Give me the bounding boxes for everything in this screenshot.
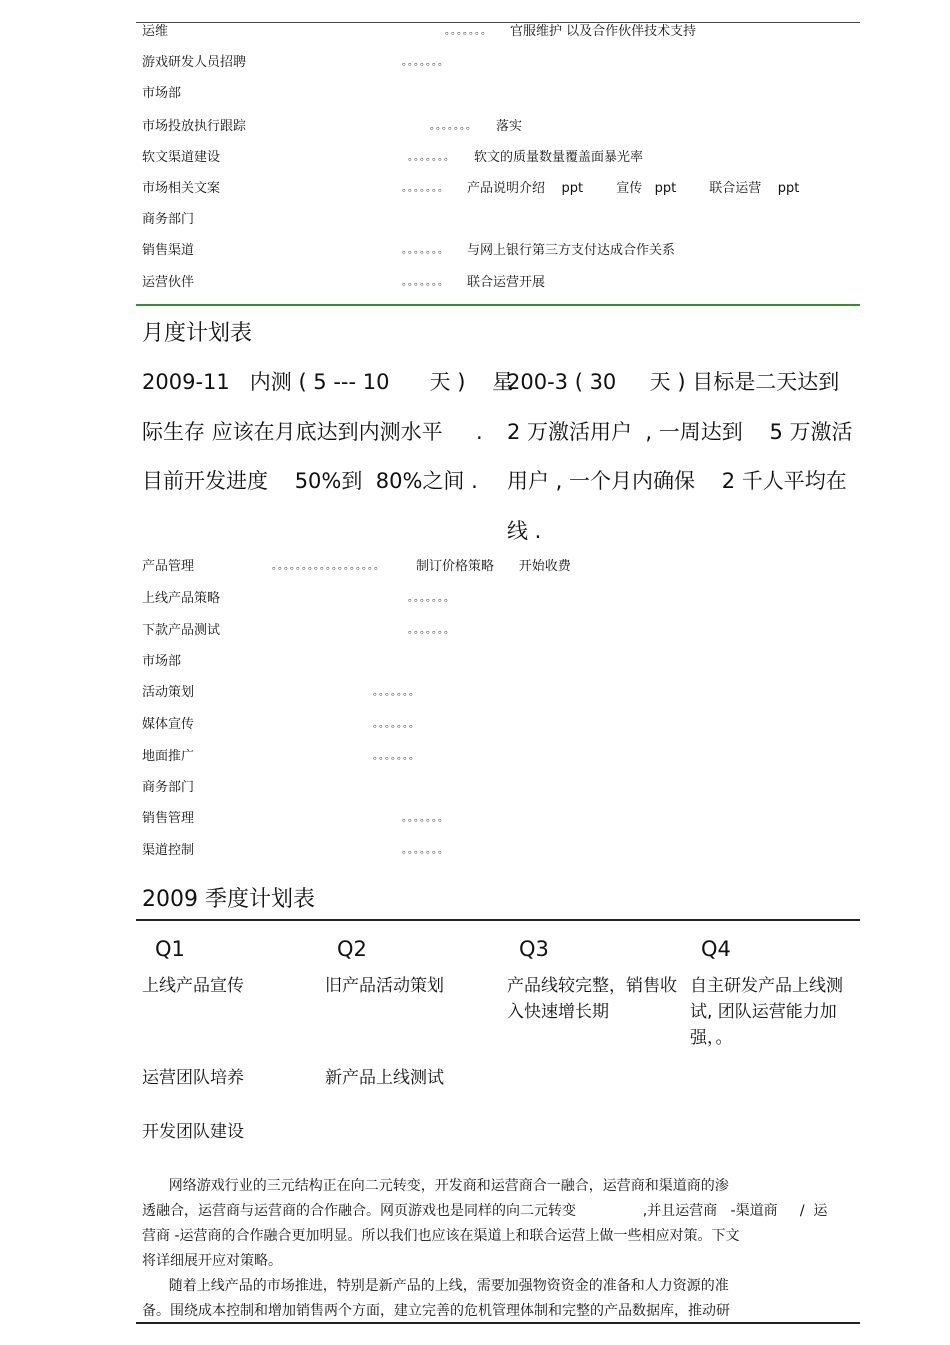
quarterly-plan-title: 2009 季度计划表 [142, 887, 315, 912]
task-detail: 官服维护 以及合作伙伴技术支持 [510, 24, 697, 39]
leader-dots: 。。。。。。。 [445, 26, 492, 37]
quarter-cell: 上线产品宣传 [142, 976, 244, 996]
department-label: 市场部 [142, 86, 182, 101]
monthly-right-line: 200-3 ( 30 天 ) 目标是二天达到 [507, 370, 840, 394]
leader-dots: 。。。。。。。 [402, 183, 449, 194]
leader-dots: 。。。。。。。 [402, 813, 449, 824]
quarter-header-q2: Q2 [337, 937, 367, 961]
quarter-cell: 产品线较完整，销售收入快速增长期 [507, 976, 677, 1022]
task-label: 销售渠道 [142, 243, 195, 258]
quarter-header-q4: Q4 [701, 937, 731, 961]
task-label: 软文渠道建设 [142, 150, 221, 165]
leader-dots: 。。。。。。。 [402, 245, 449, 256]
leader-dots: 。。。。。。。 [408, 593, 455, 604]
task-label: 销售管理 [142, 811, 195, 826]
body-paragraph-line: 随着上线产品的市场推进，特别是新产品的上线，需要加强物资资金的准备和人力资源的准 [142, 1278, 729, 1294]
green-rule [136, 304, 860, 306]
quarter-cell: 新产品上线测试 [325, 1068, 444, 1088]
task-detail: 制订价格策略 开始收费 [416, 559, 571, 574]
department-label: 商务部门 [142, 780, 195, 795]
monthly-plan-title: 月度计划表 [142, 321, 253, 346]
leader-dots: 。。。。。。。 [430, 121, 477, 132]
body-paragraph-line: 将详细展开应对策略。 [142, 1253, 282, 1269]
leader-dots: 。。。。。。。 [373, 719, 420, 730]
task-label: 运营伙伴 [142, 275, 195, 290]
monthly-left-line: 目前开发进度 50%到 80%之间 . [142, 469, 478, 493]
task-label: 市场相关文案 [142, 181, 221, 196]
leader-dots: 。。。。。。。 [402, 277, 449, 288]
task-label: 下款产品测试 [142, 623, 221, 638]
leader-dots: 。。。。。。。。。。。。。。。。。。 [272, 561, 385, 572]
task-detail: 产品说明介绍 ppt 宣传 ppt 联合运营 ppt [467, 181, 800, 196]
bottom-rule [136, 1322, 860, 1324]
quarterly-rule [136, 919, 860, 921]
task-label: 运维 [142, 24, 169, 39]
body-paragraph-line: 备。围绕成本控制和增加销售两个方面，建立完善的危机管理体制和完整的产品数据库，推动研 [142, 1303, 730, 1319]
body-paragraph-line: 透融合，运营商与运营商的合作融合。网页游戏也是同样的向二元转变 ,并且运营商 -渠道商 / 运 [142, 1203, 828, 1219]
leader-dots: 。。。。。。。 [402, 57, 449, 68]
task-label: 活动策划 [142, 685, 195, 700]
leader-dots: 。。。。。。。 [402, 845, 449, 856]
body-paragraph-line: 营商 -运营商的合作融合更加明显。所以我们也应该在渠道上和联合运营上做一些相应对策。下文 [142, 1228, 740, 1244]
task-label: 渠道控制 [142, 843, 195, 858]
leader-dots: 。。。。。。。 [408, 152, 455, 163]
quarter-cell: 开发团队建设 [142, 1122, 244, 1142]
task-label: 游戏研发人员招聘 [142, 55, 247, 70]
monthly-right-line: 2 万激活用户 , 一周达到 5 万激活 [507, 420, 853, 444]
task-detail: 落实 [496, 119, 523, 134]
task-label: 上线产品策略 [142, 591, 221, 606]
monthly-right-line: 线 . [507, 519, 542, 543]
task-label: 市场投放执行跟踪 [142, 119, 247, 134]
quarter-header-q3: Q3 [519, 937, 549, 961]
monthly-left-line: 2009-11 内测 ( 5 --- 10 天 ) 星 [142, 370, 514, 394]
top-rule [136, 22, 860, 23]
monthly-right-line: 用户 , 一个月内确保 2 千人平均在 [507, 469, 847, 493]
body-paragraph-line: 网络游戏行业的三元结构正在向二元转变，开发商和运营商合一融合，运营商和渠道商的渗 [142, 1178, 729, 1194]
quarter-header-q1: Q1 [155, 937, 185, 961]
leader-dots: 。。。。。。。 [373, 751, 420, 762]
task-label: 产品管理 [142, 559, 195, 574]
quarter-cell: 运营团队培养 [142, 1068, 244, 1088]
task-label: 媒体宣传 [142, 717, 195, 732]
department-label: 市场部 [142, 654, 182, 669]
task-label: 地面推广 [142, 749, 195, 764]
leader-dots: 。。。。。。。 [408, 625, 455, 636]
quarter-cell: 旧产品活动策划 [325, 976, 444, 996]
task-detail: 与网上银行第三方支付达成合作关系 [467, 243, 676, 258]
task-detail: 联合运营开展 [467, 275, 546, 290]
quarter-cell: 自主研发产品上线测试, 团队运营能力加强，。 [690, 976, 843, 1048]
task-detail: 软文的质量数量覆盖面暴光率 [474, 150, 644, 165]
department-label: 商务部门 [142, 212, 195, 227]
leader-dots: 。。。。。。。 [373, 687, 420, 698]
monthly-left-line: 际生存 应该在月底达到内测水平 . [142, 420, 483, 444]
